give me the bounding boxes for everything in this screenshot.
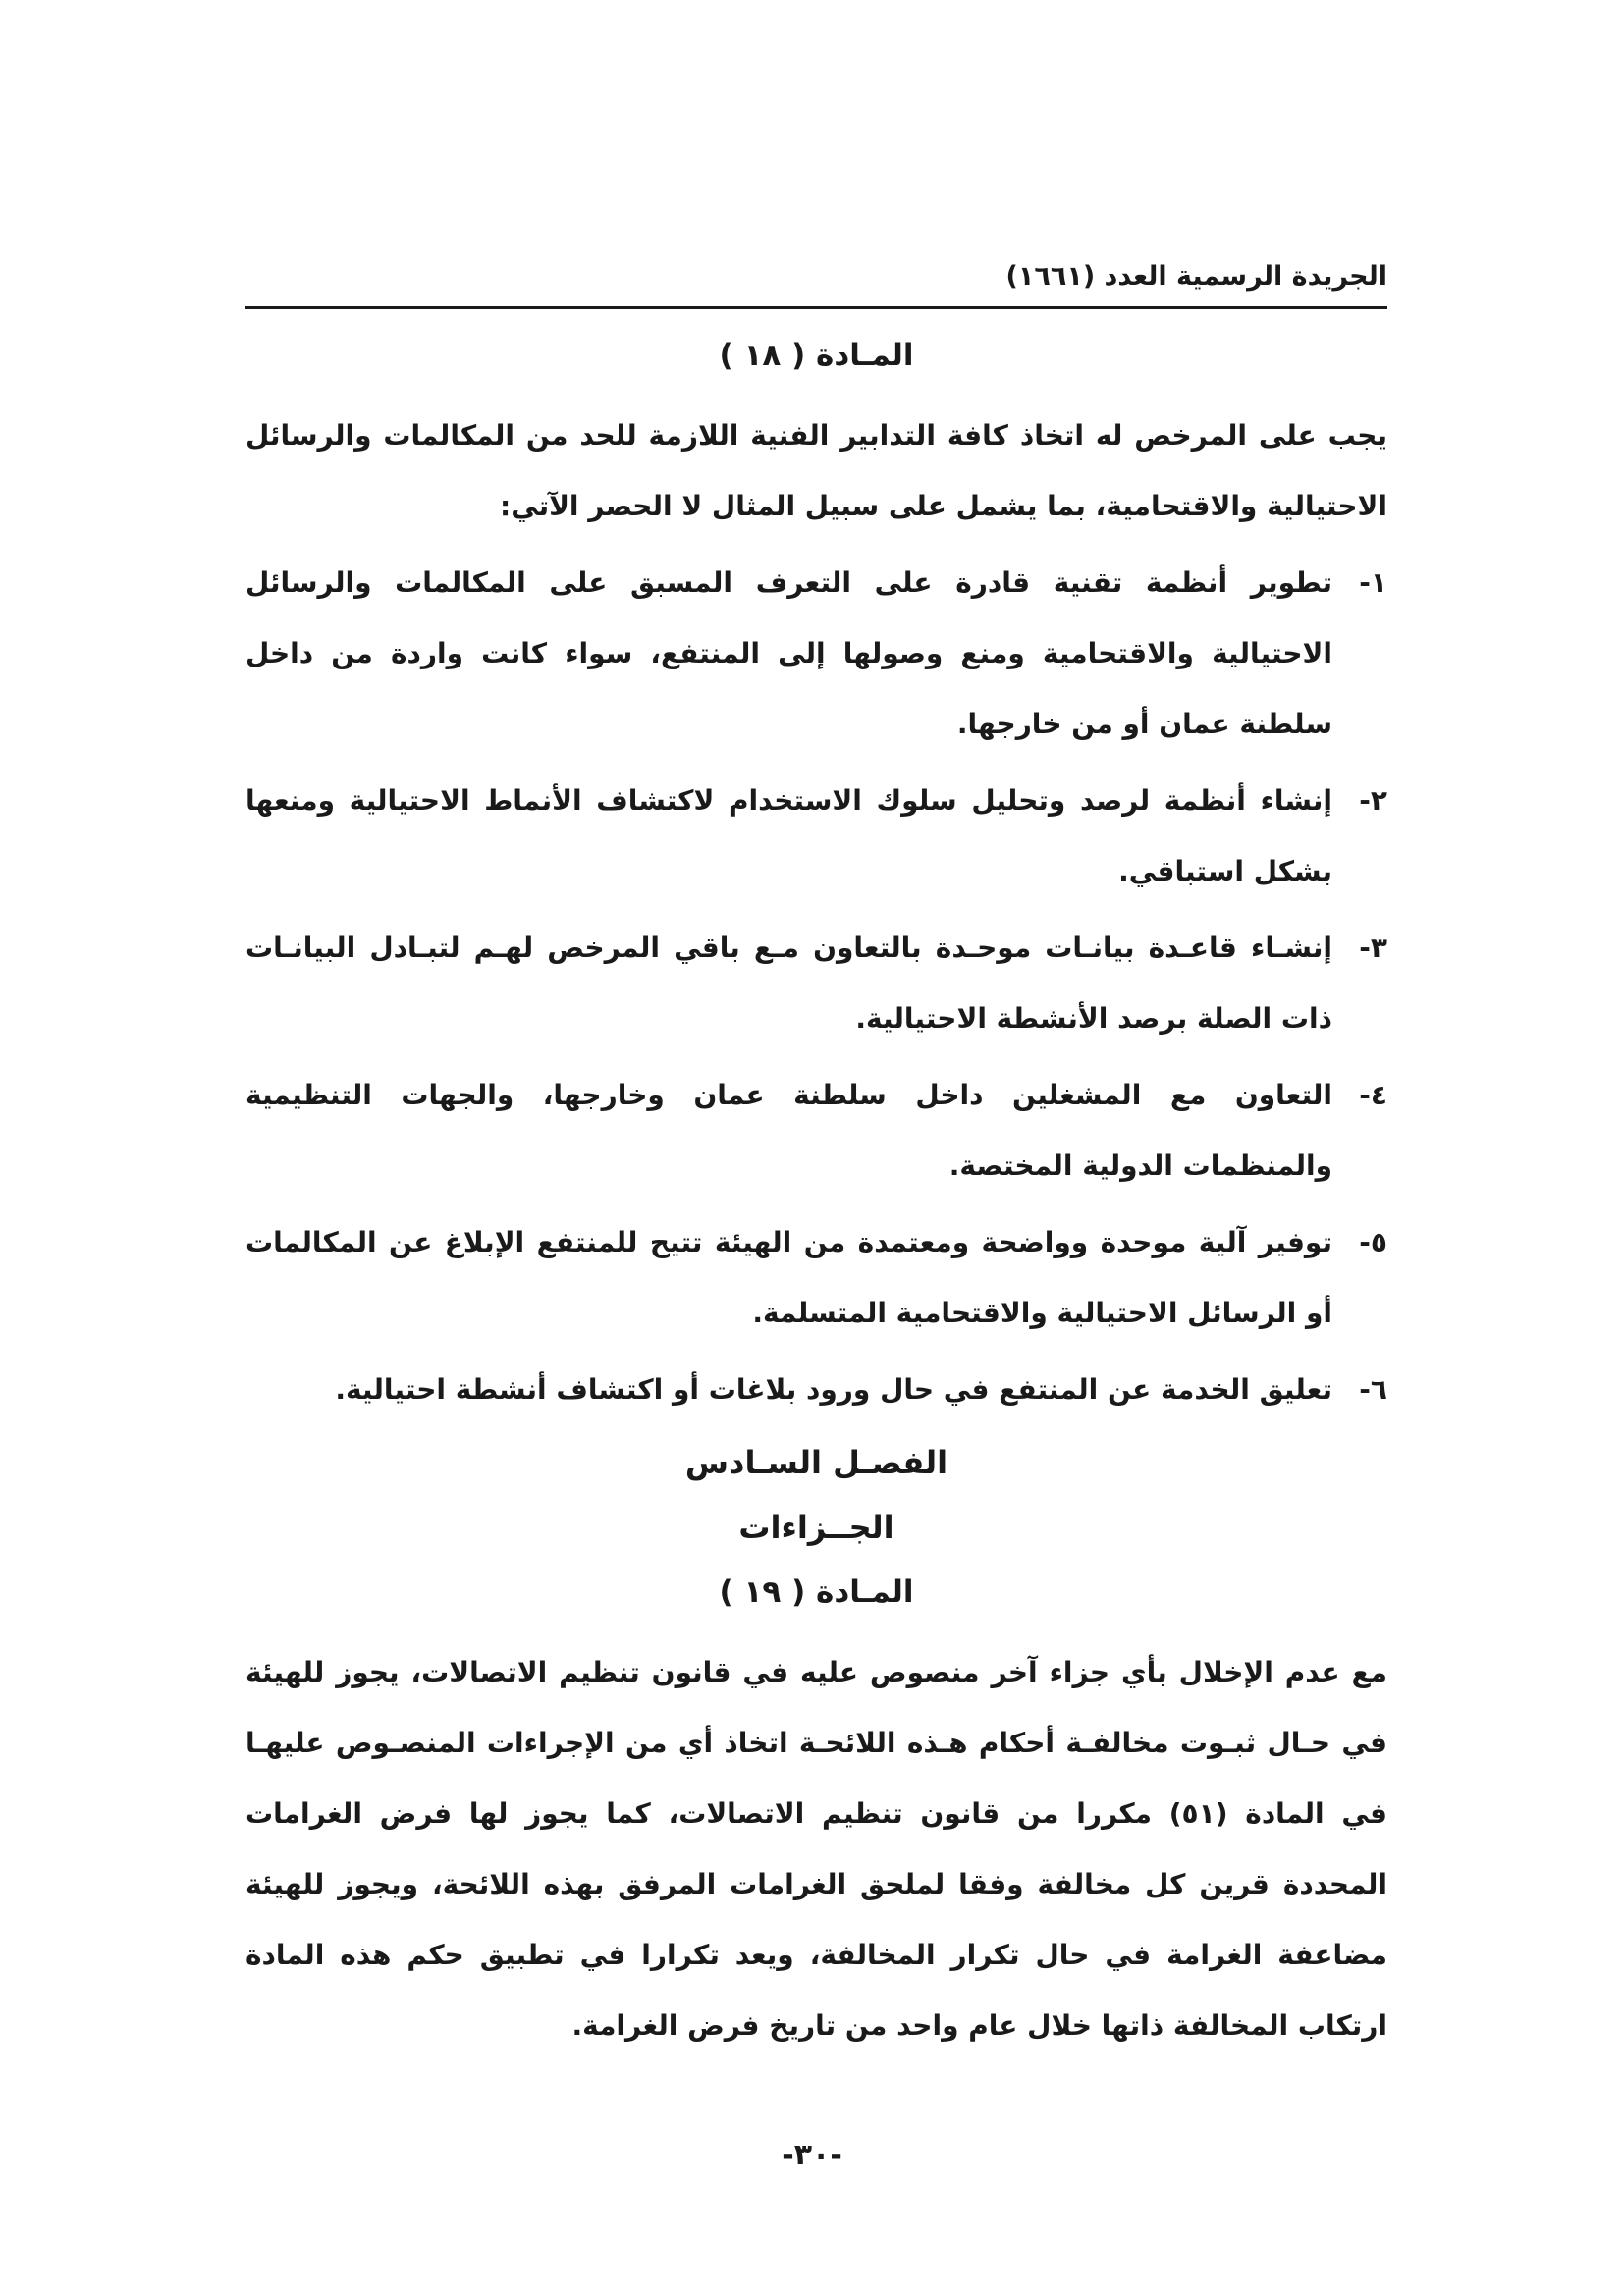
list-item: [245, 1207, 1387, 1349]
page-number: -٣٠-: [782, 2138, 842, 2172]
list-item-number: ٥-: [1359, 1226, 1387, 1258]
list-item-text: إنشاء أنظمة لرصد وتحليل سلوك الاستخدام لاكتشاف الأنماط الاحتيالية ومنعها بشكل استباقي.: [245, 784, 1332, 887]
list-item: [245, 1060, 1387, 1201]
chapter-subtitle: الجــزاءات: [738, 1509, 894, 1546]
article-18-heading: المـادة ( ١٨ ): [719, 338, 914, 373]
article-19-text: مع عدم الإخلال بأي جزاء آخر منصوص عليه في قانون تنظيم الاتصالات، يجوز للهيئة في حـال ثبـوت مخالفـة أحكام هـذه اللائحـة اتخاذ أي من الإجراءات المنصـوص عليهـا في المادة (٥١) مكررا من قانون تنظيم الاتصالات، كما يجوز لها فرض الغرامات المحددة قرين كل مخالفة وفقا لملحق الغرامات المرفق بهذه اللائحة، ويجوز للهيئة مضاعفة الغرامة في حال تكرار المخالفة، ويعد تكرارا في تطبيق حكم هذه المادة ارتكاب المخالفة ذاتها خلال عام واحد من تاريخ فرض الغرامة.: [245, 1656, 1387, 2042]
list-item-number: ٢-: [1359, 784, 1387, 817]
list-item: [245, 548, 1387, 760]
list-item-text: تطوير أنظمة تقنية قادرة على التعرف المسبق على المكالمات والرسائل الاحتيالية والاقتحامية ومنع وصولها إلى المنتفع، سواء كانت واردة من داخل سلطنة عمان أو من خارجها.: [245, 566, 1332, 740]
article-18: [245, 332, 1387, 1425]
page-content: [245, 320, 1387, 2061]
page-header: [245, 257, 1387, 309]
list-item-number: ٦-: [1359, 1373, 1387, 1406]
list-item: [245, 766, 1387, 907]
list-item-number: ١-: [1359, 566, 1387, 599]
article-18-list: [245, 548, 1387, 1425]
chapter-title: الفصـل السـادس: [684, 1444, 948, 1481]
list-item-text: توفير آلية موحدة وواضحة ومعتمدة من الهيئة تتيح للمنتفع الإبلاغ عن المكالمات أو الرسائل الاحتيالية والاقتحامية المتسلمة.: [245, 1226, 1332, 1329]
gazette-title: الجريدة الرسمية العدد (١٦٦١): [1005, 261, 1387, 292]
list-item-number: ٣-: [1359, 932, 1387, 964]
list-item-text: تعليق الخدمة عن المنتفع في حال ورود بلاغات أو اكتشاف أنشطة احتيالية.: [335, 1373, 1332, 1406]
article-19-heading: المـادة ( ١٩ ): [719, 1575, 914, 1610]
list-item-text: إنشـاء قاعـدة بيانـات موحـدة بالتعاون مـع باقي المرخص لهـم لتبـادل البيانـات ذات الصلة برصد الأنشطة الاحتيالية.: [245, 932, 1332, 1035]
article-19: [245, 1569, 1387, 2061]
list-item: [245, 913, 1387, 1054]
list-item-number: ٤-: [1359, 1079, 1387, 1111]
article-18-intro: يجب على المرخص له اتخاذ كافة التدابير الفنية اللازمة للحد من المكالمات والرسائل الاحتيالية والاقتحامية، بما يشمل على سبيل المثال لا الحصر الآتي:: [245, 419, 1387, 522]
list-item: [245, 1355, 1387, 1425]
list-item-text: التعاون مع المشغلين داخل سلطنة عمان وخارجها، والجهات التنظيمية والمنظمات الدولية المختصة.: [245, 1079, 1332, 1182]
chapter-six: [245, 1439, 1387, 1551]
